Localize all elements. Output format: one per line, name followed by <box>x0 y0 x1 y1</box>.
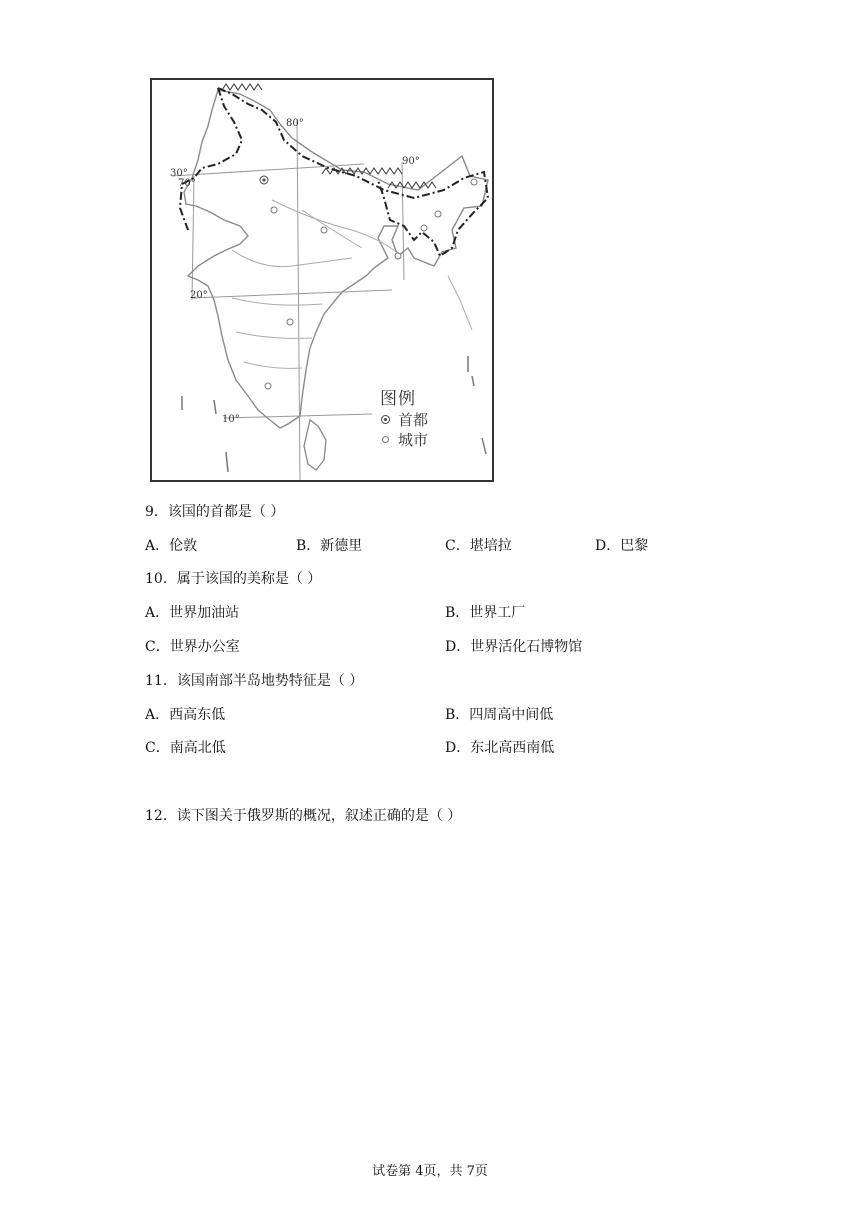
border-line-west <box>180 88 242 230</box>
lat-10-label: 10° <box>222 414 240 425</box>
map-legend <box>380 384 450 449</box>
q10-option-c[interactable]: C．世界办公室 <box>145 639 240 655</box>
question-12: 12．读下图关于俄罗斯的概况，叙述正确的是（ ） <box>145 808 462 824</box>
q10-option-b[interactable]: B．世界工厂 <box>445 605 526 621</box>
capital-marker <box>260 176 268 184</box>
city-symbol-icon <box>382 436 389 443</box>
lon-80-label: 80° <box>286 118 304 129</box>
legend-city <box>380 429 450 449</box>
q9-option-b[interactable]: B．新德里 <box>296 538 363 554</box>
q10-option-a[interactable]: A．世界加油站 <box>145 605 240 621</box>
lon-90-label: 90° <box>402 156 420 167</box>
q11-option-a[interactable]: A．西高东低 <box>145 707 226 723</box>
q9-option-a[interactable]: A．伦敦 <box>145 538 198 554</box>
capital-symbol-icon <box>381 415 390 424</box>
legend-capital-label: 首都 <box>398 410 429 429</box>
country-outline <box>184 90 488 428</box>
page-footer: 试卷第 4页，共 7页 <box>372 1164 488 1179</box>
lon-70-label: 70° <box>178 178 196 189</box>
legend-city-label: 城市 <box>398 430 429 449</box>
india-map <box>150 78 494 482</box>
q11-option-c[interactable]: C．南高北低 <box>145 740 226 756</box>
legend-capital <box>380 409 450 429</box>
q11-option-b[interactable]: B．四周高中间低 <box>445 707 554 723</box>
q10-option-d[interactable]: D．世界活化石博物馆 <box>445 639 583 655</box>
question-10: 10．属于该国的美称是（ ） <box>145 571 322 587</box>
q11-option-d[interactable]: D．东北高西南低 <box>445 740 555 756</box>
legend-title: 图例 <box>380 389 416 409</box>
question-11: 11．该国南部半岛地势特征是（ ） <box>145 673 364 689</box>
q9-option-d[interactable]: D．巴黎 <box>595 538 649 554</box>
q9-option-c[interactable]: C．堪培拉 <box>445 538 512 554</box>
rivers <box>232 200 472 368</box>
mountain-hatch <box>222 84 436 188</box>
question-9: 9．该国的首都是（ ） <box>145 504 285 520</box>
sri-lanka <box>304 420 326 470</box>
city-markers <box>265 179 477 389</box>
lat-30-label: 30° <box>170 168 188 179</box>
lat-20-label: 20° <box>190 290 208 301</box>
